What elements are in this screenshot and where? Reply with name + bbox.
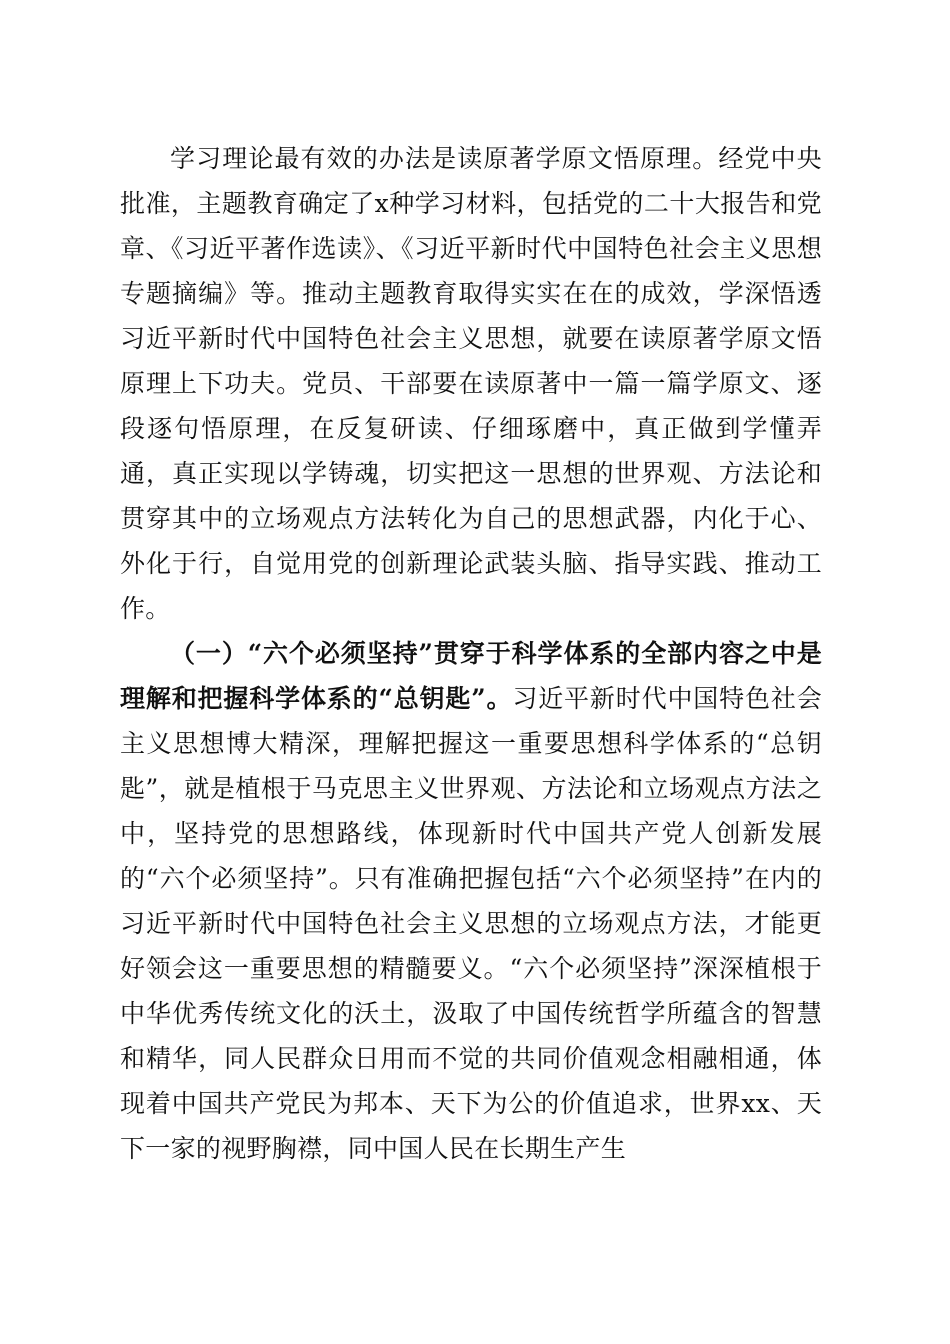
paragraph-heading-bold: （一）“六个必须坚持”贯穿于科学体系的全部内容之中是理解和把握科学体系的“总钥匙”。 — [120, 639, 822, 713]
document-page — [120, 136, 822, 1171]
paragraph-study-original-works: 学习理论最有效的办法是读原著学原文悟原理。经党中央批准，主题教育确定了x种学习材料，包括党的二十大报告和党章、《习近平著作选读》、《习近平新时代中国特色社会主义思想专题摘编》等。推动主题教育取得实实在在的成效，学深悟透习近平新时代中国特色社会主义思想，就要在读原著学原文悟原理上下功夫。党员、干部要在读原著中一篇一篇学原文、逐段逐句悟原理，在反复研读、仔细琢磨中，真正做到学懂弄通，真正实现以学铸魂，切实把这一思想的世界观、方法论和贯穿其中的立场观点方法转化为自己的思想武器，内化于心、外化于行，自觉用党的创新理论武装头脑、指导实践、推动工作。 — [120, 144, 822, 623]
paragraph-body: 习近平新时代中国特色社会主义思想博大精深，理解把握这一重要思想科学体系的“总钥匙”，就是植根于马克思主义世界观、方法论和立场观点方法之中，坚持党的思想路线，体现新时代中国共产党人创新发展的“六个必须坚持”。只有准确把握包括“六个必须坚持”在内的习近平新时代中国特色社会主义思想的立场观点方法，才能更好领会这一重要思想的精髓要义。“六个必须坚持”深深植根于中华优秀传统文化的沃土，汲取了中国传统哲学所蕴含的智慧和精华，同人民群众日用而不觉的共同价值观念相融相通，体现着中国共产党民为邦本、天下为公的价值追求，世界xx、天下一家的视野胸襟，同中国人民在长期生产生 — [120, 684, 823, 1163]
paragraph-six-musts — [120, 631, 822, 1171]
